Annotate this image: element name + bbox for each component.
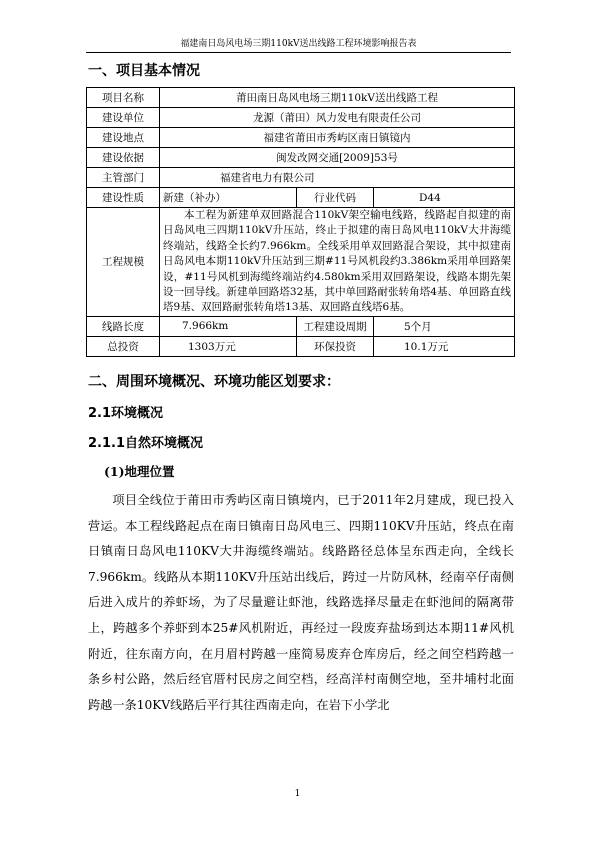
- location-value: 福建省莆田市秀屿区南日镇镜内: [160, 128, 515, 148]
- location-label: 建设地点: [87, 128, 160, 148]
- period-label: 工程建设周期: [297, 316, 374, 336]
- project-name-label: 项目名称: [87, 88, 160, 108]
- basis-value: 闽发改网交通[2009]53号: [160, 148, 515, 168]
- body-paragraph: 项目全线位于莆田市秀屿区南日镇境内，已于2011年2月建成，现已投入营运。本工程线路起点在南日镇南日岛风电三、四期110KV升压站，终点在南日镇南日岛风电110KV大井海缆终端站。线路路径总体呈东西走向，全线长7.966km。线路从本期110KV升压站出线后，跨过一片防风林，经南卒仔南侧后进入成片的养虾场，为了尽量避让虾池，线路选择尽量走在虾池间的隔离带上，跨越多个养虾到本25#风机附近，再经过一段废弃盐场到达本期11#风机附近，往东南方向，在月眉村跨越一座简易废弃仓库房后，经之间空档跨越一条乡村公路，然后经官厝村民房之间空档，经高洋村南侧空地，至井埔村北面跨越一条10KV线路后平行其往西南走向，在岩下小学北: [88, 493, 514, 712]
- industry-label: 行业代码: [297, 188, 374, 208]
- section-2-title: 二、周围环境概况、环境功能区划要求：: [88, 374, 340, 390]
- nature-label: 建设性质: [87, 188, 160, 208]
- basis-label: 建设依据: [87, 148, 160, 168]
- period-value: 5个月: [374, 316, 515, 336]
- nature-value: 新建（补办）: [160, 188, 297, 208]
- authority-value: 福建省电力有限公司: [160, 168, 515, 188]
- table-row: [87, 128, 515, 148]
- table-row: [87, 208, 515, 317]
- table-row: [87, 316, 515, 336]
- project-info-table: [86, 87, 515, 357]
- subsection-title: (1)地理位置: [104, 464, 175, 479]
- table-row: [87, 148, 515, 168]
- page-number: 1: [294, 789, 301, 799]
- invest-label: 总投资: [87, 336, 160, 356]
- env-invest-value: 10.1万元: [374, 336, 515, 356]
- table-row: [87, 108, 515, 128]
- project-name-value: 莆田南日岛风电场三期110kV送出线路工程: [160, 88, 515, 108]
- env-invest-label: 环保投资: [297, 336, 374, 356]
- table-row: [87, 336, 515, 356]
- length-label: 线路长度: [87, 316, 160, 336]
- builder-value: 龙源（莆田）风力发电有限责任公司: [160, 108, 515, 128]
- invest-value: 1303万元: [160, 336, 297, 356]
- scale-label: 工程规模: [87, 208, 160, 317]
- scale-value: 本工程为新建单双回路混合110kV架空输电线路，线路起自拟建的南日岛风电三四期110kV升压站，终止于拟建的南日岛风电110kV大井海缆终端站，线路全长约7.966km。全线采用单双回路混合架设，其中拟建南日岛风电本期110kV升压站到三期#11号风机段约3.386km采用单回路架设，#11号风机到海缆终端站约4.580km采用双回路架设，线路本期先架设一回导线。新建单回路塔32基，其中单回路耐张转角塔4基、单回路直线塔9基、双回路耐张转角塔13基、双回路直线塔6基。: [160, 208, 515, 317]
- table-row: [87, 188, 515, 208]
- section-1-title: 一、项目基本情况: [88, 63, 200, 79]
- section-2-1-title: 2.1环境概况: [88, 406, 164, 421]
- length-value: 7.966km: [160, 316, 297, 336]
- table-row: [87, 88, 515, 108]
- builder-label: 建设单位: [87, 108, 160, 128]
- industry-value: D44: [374, 188, 515, 208]
- page-header: 福建南日岛风电场三期110kV送出线路工程环境影响报告表: [86, 36, 511, 53]
- table-row: [87, 168, 515, 188]
- section-2-1-1-title: 2.1.1自然环境概况: [88, 436, 204, 451]
- authority-label: 主管部门: [87, 168, 160, 188]
